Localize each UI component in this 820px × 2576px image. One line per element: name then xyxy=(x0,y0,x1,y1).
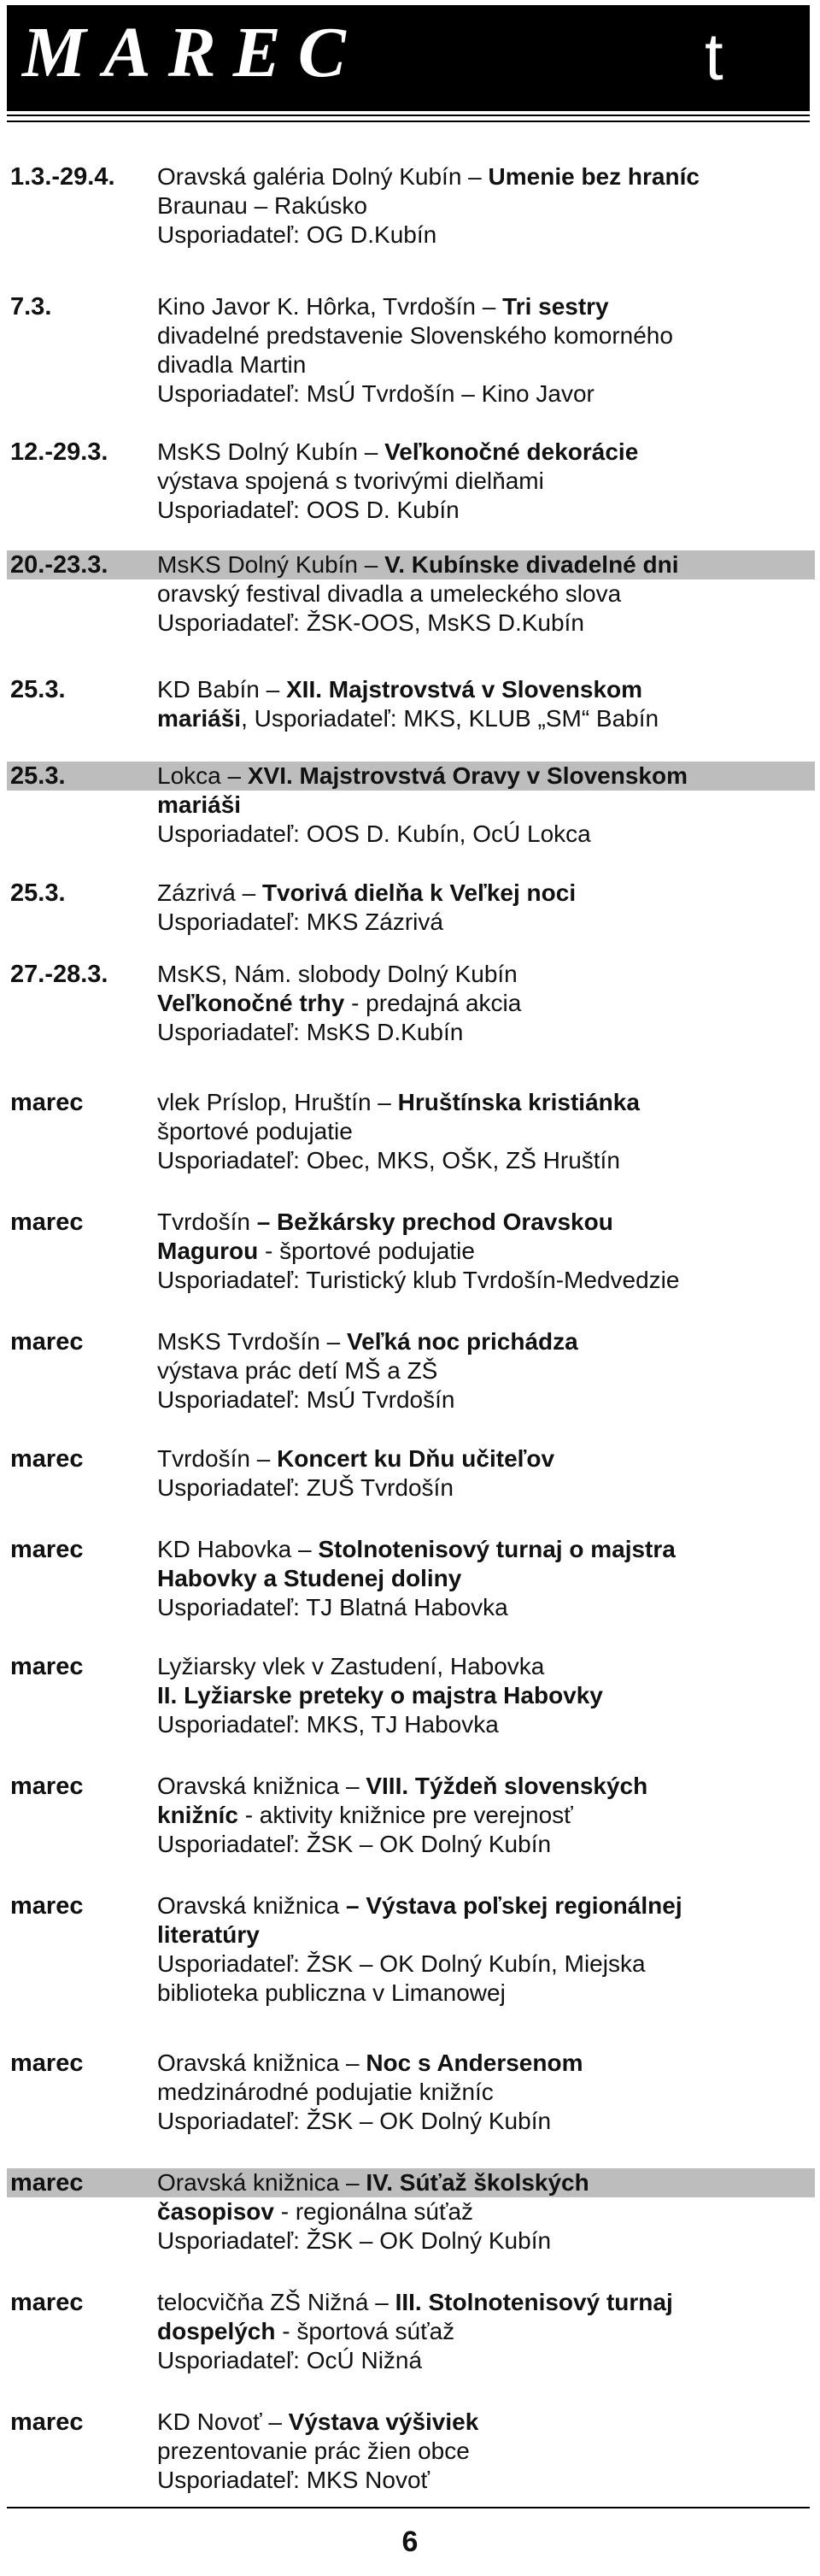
event-line-row xyxy=(7,2288,815,2317)
event-text: Oravská knižnica – xyxy=(157,2169,366,2196)
event-line xyxy=(157,1681,603,1710)
event-line xyxy=(157,1146,620,1175)
event-date: marec xyxy=(10,2050,84,2077)
event-line xyxy=(157,675,642,704)
event-date: marec xyxy=(10,1773,84,1800)
event-entry xyxy=(7,675,815,733)
event-text: Usporiadateľ: MsÚ Tvrdošín – Kino Javor xyxy=(157,380,594,407)
event-entry xyxy=(7,2288,815,2375)
event-line xyxy=(157,1535,676,1564)
event-date: 1.3.-29.4. xyxy=(10,163,115,191)
event-entry xyxy=(7,1088,815,1175)
event-text: Usporiadateľ: ŽSK – OK Dolný Kubín xyxy=(157,1831,552,1857)
event-line xyxy=(157,2078,494,2107)
event-text: Lyžiarsky vlek v Zastudení, Habovka xyxy=(157,1653,545,1679)
event-text: - predajná akcia xyxy=(344,990,522,1016)
event-text: KD Habovka – xyxy=(157,1536,319,1562)
event-title-text: – Výstava poľskej regionálnej xyxy=(345,1892,682,1919)
event-line xyxy=(157,762,688,791)
event-line xyxy=(157,2466,430,2495)
event-line-row xyxy=(7,1327,815,1356)
event-line-row xyxy=(7,1208,815,1237)
event-text: oravský festival divadla a umeleckého slova xyxy=(157,580,622,607)
event-title-text: časopisov xyxy=(157,2198,274,2225)
event-text: Usporiadateľ: OOS D. Kubín xyxy=(157,497,460,523)
event-entry xyxy=(7,1891,815,2008)
event-line-row xyxy=(7,1593,815,1622)
event-line xyxy=(157,579,621,609)
event-text: Lokca – xyxy=(157,762,248,789)
event-line-row xyxy=(7,989,815,1018)
event-line xyxy=(157,1266,679,1295)
event-text: - aktivity knižnice pre verejnosť xyxy=(237,1802,573,1828)
event-line-row xyxy=(7,820,815,849)
event-title-text: Habovky a Studenej doliny xyxy=(157,1565,462,1591)
event-date: marec xyxy=(10,2408,84,2436)
event-text: MsKS Dolný Kubín – xyxy=(157,438,385,465)
event-entry xyxy=(7,1652,815,1739)
event-line-row xyxy=(7,1801,815,1830)
event-line xyxy=(157,1891,682,1920)
event-line-row xyxy=(7,162,815,191)
event-line xyxy=(157,467,544,496)
event-line xyxy=(157,2168,589,2197)
event-title-text: Veľkonočné dekorácie xyxy=(384,438,639,465)
event-line xyxy=(157,1979,506,2008)
event-line-row xyxy=(7,191,815,221)
event-date: 25.3. xyxy=(10,676,66,703)
event-line-row xyxy=(7,704,815,733)
event-line-row xyxy=(7,1444,815,1473)
event-title-text: Stolnotenisový turnaj o majstra xyxy=(318,1536,676,1562)
event-line-row xyxy=(7,675,815,704)
event-entry xyxy=(7,2168,815,2255)
event-entry xyxy=(7,1444,815,1503)
event-line xyxy=(157,2317,454,2346)
event-line-row xyxy=(7,292,815,321)
event-text: MsKS, Nám. slobody Dolný Kubín xyxy=(157,961,518,987)
event-line xyxy=(157,1208,613,1237)
event-line-row xyxy=(7,1146,815,1175)
event-line-row xyxy=(7,1830,815,1859)
event-text: Usporiadateľ: ŽSK – OK Dolný Kubín xyxy=(157,2108,552,2134)
event-line-row xyxy=(7,2317,815,2346)
event-text: KD Novoť – xyxy=(157,2408,289,2435)
event-line xyxy=(157,550,679,579)
event-title-text: III. Stolnotenisový turnaj xyxy=(395,2289,673,2315)
event-date: marec xyxy=(10,1209,84,1236)
event-line xyxy=(157,791,241,820)
event-date: 7.3. xyxy=(10,293,52,321)
event-line xyxy=(157,1327,578,1356)
event-line xyxy=(157,879,576,908)
event-line xyxy=(157,1710,499,1739)
event-title-text: XVI. Majstrovstvá Oravy v Slovenskom xyxy=(247,762,688,789)
event-line-row xyxy=(7,1710,815,1739)
event-title-text: Magurou xyxy=(157,1238,259,1264)
event-text: Oravská knižnica – xyxy=(157,1773,366,1799)
event-title-text: Veľká noc prichádza xyxy=(347,1328,578,1355)
event-date: marec xyxy=(10,1328,84,1356)
event-line-row xyxy=(7,321,815,350)
event-line xyxy=(157,1920,260,1950)
event-text: Oravská galéria Dolný Kubín – xyxy=(157,163,489,190)
event-date: 25.3. xyxy=(10,879,66,907)
event-line-row xyxy=(7,550,815,579)
event-date: 27.-28.3. xyxy=(10,961,108,988)
event-entry xyxy=(7,960,815,1047)
event-text: Tvrdošín xyxy=(157,1209,257,1235)
event-text: medzinárodné podujatie knižníc xyxy=(157,2079,494,2105)
event-title-text: Hruštínska kristiánka xyxy=(397,1089,640,1115)
event-line xyxy=(157,1772,647,1801)
event-text: - regionálna súťaž xyxy=(273,2198,474,2225)
event-line-row xyxy=(7,1564,815,1593)
event-text: výstava spojená s tvorivými dielňami xyxy=(157,468,544,494)
event-line xyxy=(157,1444,554,1473)
event-text: - športové podujatie xyxy=(258,1238,475,1264)
event-title-text: Noc s Andersenom xyxy=(366,2050,583,2076)
event-line-row xyxy=(7,467,815,496)
event-line-row xyxy=(7,1385,815,1414)
event-line-row xyxy=(7,2168,815,2197)
event-line xyxy=(157,1473,454,1503)
event-line-row xyxy=(7,879,815,908)
event-line-row xyxy=(7,1652,815,1681)
event-line xyxy=(157,609,584,638)
event-text: KD Babín – xyxy=(157,676,286,703)
event-date: marec xyxy=(10,1653,84,1680)
event-line-row xyxy=(7,1681,815,1710)
event-line-row xyxy=(7,2466,815,2495)
event-text: Braunau – Rakúsko xyxy=(157,192,367,219)
event-line xyxy=(157,292,609,321)
event-line-row xyxy=(7,1920,815,1950)
event-line-row xyxy=(7,1891,815,1920)
event-text: divadla Martin xyxy=(157,351,307,378)
event-text: telocvičňa ZŠ Nižná – xyxy=(157,2289,395,2315)
event-line-row xyxy=(7,2049,815,2078)
event-title-text: Koncert ku Dňu učiteľov xyxy=(277,1445,555,1472)
event-line-row xyxy=(7,1356,815,1385)
event-entry xyxy=(7,550,815,638)
event-text: prezentovanie prác žien obce xyxy=(157,2438,470,2464)
event-line xyxy=(157,820,591,849)
event-line-row xyxy=(7,1237,815,1266)
event-entry xyxy=(7,2049,815,2136)
event-title-text: Umenie bez hraníc xyxy=(488,163,700,190)
masthead-letter: t xyxy=(705,19,723,94)
event-line-row xyxy=(7,1088,815,1117)
event-line-row xyxy=(7,1772,815,1801)
event-line xyxy=(157,221,436,250)
event-line xyxy=(157,1018,463,1047)
event-line xyxy=(157,704,659,733)
event-date: marec xyxy=(10,2289,84,2316)
event-line-row xyxy=(7,791,815,820)
event-text: biblioteka publiczna v Limanowej xyxy=(157,1979,506,2006)
event-text: Usporiadateľ: ŽSK – OK Dolný Kubín xyxy=(157,2227,552,2254)
event-line xyxy=(157,989,521,1018)
event-line xyxy=(157,379,594,409)
event-text: vlek Príslop, Hruštín – xyxy=(157,1089,398,1115)
event-line xyxy=(157,162,700,191)
event-line-row xyxy=(7,2078,815,2107)
event-title-text: Výstava výšiviek xyxy=(288,2408,479,2435)
event-title-text: II. Lyžiarske preteky o majstra Habovky xyxy=(157,1682,603,1709)
event-line xyxy=(157,321,673,350)
event-title-text: knižníc xyxy=(157,1802,238,1828)
event-line xyxy=(157,1385,454,1414)
event-text: výstava prác detí MŠ a ZŠ xyxy=(157,1357,438,1384)
event-text: Oravská knižnica xyxy=(157,1892,346,1919)
event-date: 12.-29.3. xyxy=(10,438,108,466)
event-line xyxy=(157,1801,573,1830)
event-text: Usporiadateľ: TJ Blatná Habovka xyxy=(157,1594,508,1620)
header-rule xyxy=(7,115,810,116)
event-text: Zázrivá – xyxy=(157,879,262,906)
event-line-row xyxy=(7,1535,815,1564)
event-text: Usporiadateľ: Obec, MKS, OŠK, ZŠ Hruštín xyxy=(157,1147,620,1173)
event-text: Kino Javor K. Hôrka, Tvrdošín – xyxy=(157,293,503,320)
event-line-row xyxy=(7,1473,815,1503)
event-line xyxy=(157,2226,551,2255)
event-title-text: IV. Súťaž školských xyxy=(366,2169,589,2196)
event-text: Usporiadateľ: MsÚ Tvrdošín xyxy=(157,1386,455,1413)
event-line xyxy=(157,2197,473,2226)
event-text: Usporiadateľ: ŽSK-OOS, MsKS D.Kubín xyxy=(157,609,584,636)
event-line-row xyxy=(7,579,815,609)
event-line xyxy=(157,1652,544,1681)
event-line-row xyxy=(7,221,815,250)
event-line-row xyxy=(7,2226,815,2255)
event-entry xyxy=(7,2408,815,2495)
event-line-row xyxy=(7,1018,815,1047)
event-date: marec xyxy=(10,1445,84,1473)
event-line xyxy=(157,1117,353,1146)
event-title-text: literatúry xyxy=(157,1921,260,1948)
event-line xyxy=(157,1088,640,1117)
event-text: Oravská knižnica – xyxy=(157,2050,366,2076)
event-text: , Usporiadateľ: MKS, KLUB „SM“ Babín xyxy=(241,705,659,732)
event-line-row xyxy=(7,2107,815,2136)
event-text: Usporiadateľ: OOS D. Kubín, OcÚ Lokca xyxy=(157,820,591,847)
event-date: 25.3. xyxy=(10,762,66,790)
event-entry xyxy=(7,1535,815,1622)
event-date: marec xyxy=(10,1892,84,1920)
event-line xyxy=(157,1593,508,1622)
event-date: marec xyxy=(10,1536,84,1563)
event-text: - športová súťaž xyxy=(275,2318,455,2344)
event-text: Usporiadateľ: MKS, TJ Habovka xyxy=(157,1711,499,1738)
event-line-row xyxy=(7,438,815,467)
event-title-text: VIII. Týždeň slovenských xyxy=(366,1773,648,1799)
event-line-row xyxy=(7,1979,815,2008)
event-entry xyxy=(7,762,815,849)
event-text: MsKS Dolný Kubín – xyxy=(157,551,385,578)
event-text: Tvrdošín – xyxy=(157,1445,278,1472)
event-date: 20.-23.3. xyxy=(10,551,108,579)
event-line xyxy=(157,960,518,989)
event-line xyxy=(157,350,306,379)
event-line xyxy=(157,438,638,467)
event-title-text: V. Kubínske divadelné dni xyxy=(384,551,679,578)
footer-rule xyxy=(7,2507,810,2508)
event-line-row xyxy=(7,1266,815,1295)
event-entry xyxy=(7,292,815,409)
event-entry xyxy=(7,438,815,525)
event-line-row xyxy=(7,2437,815,2466)
event-line-row xyxy=(7,762,815,791)
event-line xyxy=(157,2437,470,2466)
event-line xyxy=(157,908,443,937)
event-text: Usporiadateľ: MKS Novoť xyxy=(157,2467,430,2493)
event-text: MsKS Tvrdošín – xyxy=(157,1328,348,1355)
event-text: Usporiadateľ: OG D.Kubín xyxy=(157,221,437,248)
event-line xyxy=(157,2107,551,2136)
event-line-row xyxy=(7,908,815,937)
event-text: Usporiadateľ: ŽSK – OK Dolný Kubín, Miejska xyxy=(157,1950,646,1977)
event-text: Usporiadateľ: OcÚ Nižná xyxy=(157,2347,423,2373)
event-line xyxy=(157,2049,583,2078)
event-entry xyxy=(7,879,815,937)
event-line-row xyxy=(7,379,815,409)
event-text: športové podujatie xyxy=(157,1118,353,1144)
event-line-row xyxy=(7,350,815,379)
event-text: Usporiadateľ: Turistický klub Tvrdošín-Medvedzie xyxy=(157,1267,680,1293)
event-line-row xyxy=(7,1117,815,1146)
event-date: marec xyxy=(10,1089,84,1116)
event-line-row xyxy=(7,2346,815,2375)
event-title-text: – Bežkársky prechod Oravskou xyxy=(256,1209,613,1235)
event-date: marec xyxy=(10,2169,84,2197)
event-line xyxy=(157,2288,673,2317)
event-entry xyxy=(7,1208,815,1295)
event-line xyxy=(157,1564,461,1593)
event-title-text: mariáši xyxy=(157,791,242,818)
event-text: Usporiadateľ: ZUŠ Tvrdošín xyxy=(157,1474,454,1501)
event-entry xyxy=(7,1772,815,1859)
event-line xyxy=(157,1950,646,1979)
event-entry xyxy=(7,162,815,250)
event-line xyxy=(157,1830,551,1859)
event-title-text: mariáši xyxy=(157,705,242,732)
event-line-row xyxy=(7,2408,815,2437)
event-title-text: Tri sestry xyxy=(502,293,609,320)
event-title-text: dospelých xyxy=(157,2318,276,2344)
event-title-text: Tvorivá dielňa k Veľkej noci xyxy=(261,879,577,906)
event-line-row xyxy=(7,1950,815,1979)
event-text: Usporiadateľ: MKS Zázrivá xyxy=(157,909,443,935)
brand-title: MAREC xyxy=(22,13,363,92)
header-rule xyxy=(7,121,810,122)
event-title-text: Veľkonočné trhy xyxy=(157,990,345,1016)
masthead xyxy=(7,5,810,111)
event-text: Usporiadateľ: MsKS D.Kubín xyxy=(157,1019,464,1045)
event-line xyxy=(157,2346,422,2375)
event-title-text: XII. Majstrovstvá v Slovenskom xyxy=(285,676,643,703)
event-line-row xyxy=(7,609,815,638)
event-line xyxy=(157,496,460,525)
event-line xyxy=(157,2408,478,2437)
page-number: 6 xyxy=(401,2526,419,2558)
event-line-row xyxy=(7,960,815,989)
event-line xyxy=(157,1356,437,1385)
event-line xyxy=(157,191,367,221)
event-entry xyxy=(7,1327,815,1414)
event-text: divadelné predstavenie Slovenského komorného xyxy=(157,322,673,349)
event-line-row xyxy=(7,496,815,525)
event-line-row xyxy=(7,2197,815,2226)
event-line xyxy=(157,1237,475,1266)
